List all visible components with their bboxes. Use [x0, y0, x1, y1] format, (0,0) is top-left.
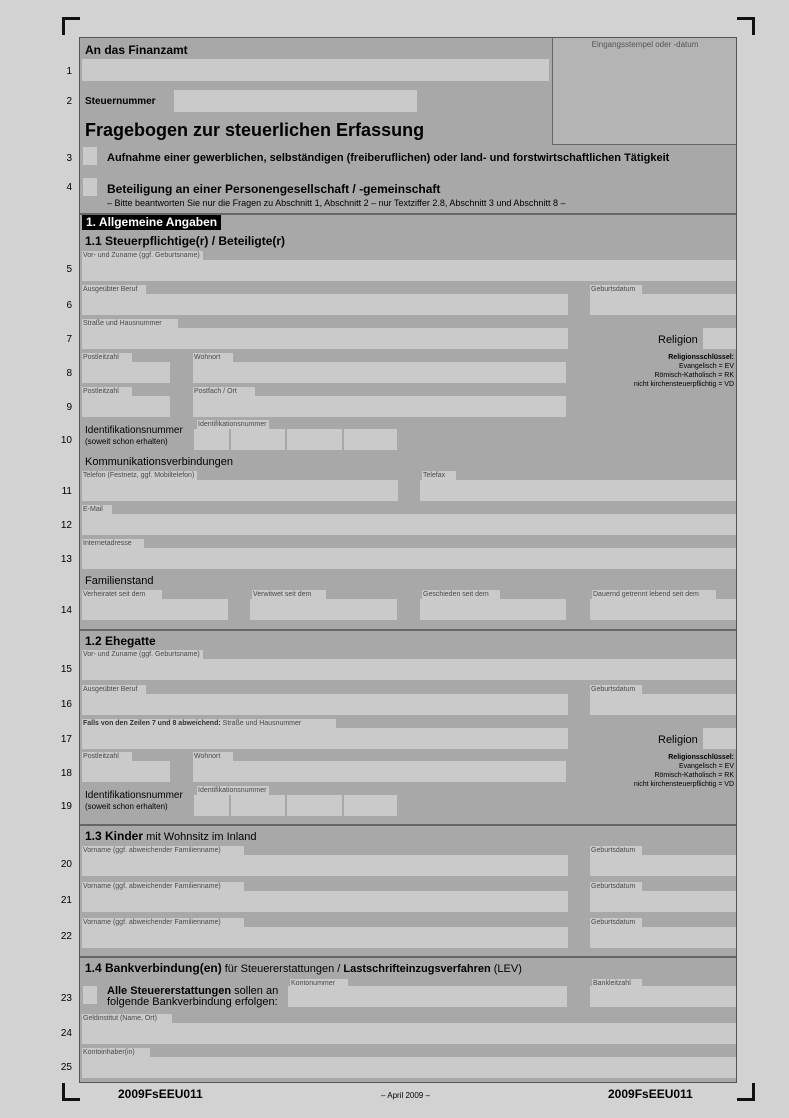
row-number: 9 — [66, 402, 72, 413]
bank-code-label: Bankleitzahl — [592, 979, 642, 988]
refund-account-text — [107, 986, 278, 1008]
pobox-zip-field[interactable] — [82, 396, 170, 417]
religion-key-rk: Römisch-Katholisch = RK — [654, 772, 734, 779]
section-1-2-title: 1.2 Ehegatte — [85, 634, 156, 648]
child-3-birth-label: Geburtsdatum — [590, 918, 642, 927]
spouse-religion-field[interactable] — [703, 728, 736, 749]
row-number: 14 — [60, 605, 72, 616]
separated-since-field[interactable] — [590, 599, 736, 620]
row-number: 25 — [60, 1062, 72, 1073]
spouse-religion-label: Religion — [658, 734, 698, 746]
spouse-job-label: Ausgeübter Beruf — [82, 685, 146, 694]
bank-name-field[interactable] — [82, 1023, 736, 1044]
pobox-zip-label: Postleitzahl — [82, 387, 132, 396]
row-number: 22 — [60, 931, 72, 942]
taxpayer-id-part-3[interactable] — [287, 429, 342, 450]
tax-registration-form — [79, 37, 737, 1083]
religion-key-legend — [570, 353, 734, 389]
child-3-name-label: Vorname (ggf. abweichender Familienname) — [82, 918, 244, 927]
married-since-field[interactable] — [82, 599, 228, 620]
form-title: Fragebogen zur steuerlichen Erfassung — [85, 120, 425, 140]
row-number: 7 — [66, 334, 72, 345]
form-code-left: 2009FsEEU011 — [118, 1087, 203, 1101]
bank-code-field[interactable] — [590, 986, 736, 1007]
spouse-name-label: Vor- und Zuname (ggf. Geburtsname) — [82, 650, 203, 659]
section-1-4-title — [85, 961, 522, 975]
spouse-id-part-4[interactable] — [344, 795, 397, 816]
fax-label: Telefax — [422, 471, 456, 480]
row-number: 23 — [60, 993, 72, 1004]
taxpayer-id-part-2[interactable] — [231, 429, 285, 450]
row-number: 17 — [60, 734, 72, 745]
religion-key-rk: Römisch-Katholisch = RK — [654, 372, 734, 379]
section-1-4-title-end: (LEV) — [490, 963, 522, 975]
checkbox-refund-account[interactable] — [83, 986, 97, 1004]
section-divider — [80, 956, 736, 958]
row-number: 12 — [60, 520, 72, 531]
child-2-name-field[interactable] — [82, 891, 568, 912]
crop-mark-top-left — [62, 17, 65, 35]
child-1-birth-label: Geburtsdatum — [590, 846, 642, 855]
row-number: 19 — [60, 801, 72, 812]
spouse-id-title: Identifikationsnummer — [85, 790, 183, 801]
row-number: 4 — [66, 182, 72, 193]
spouse-id-part-1[interactable] — [194, 795, 229, 816]
row-number: 8 — [66, 368, 72, 379]
taxpayer-city-field[interactable] — [193, 362, 566, 383]
taxpayer-id-label — [85, 425, 183, 447]
spouse-name-field[interactable] — [82, 659, 736, 680]
website-label: Internetadresse — [82, 539, 144, 548]
taxpayer-birth-field[interactable] — [590, 294, 736, 315]
child-1-name-label: Vorname (ggf. abweichender Familienname) — [82, 846, 244, 855]
account-holder-label: Kontoinhaber(in) — [82, 1048, 150, 1057]
divorced-since-label: Geschieden seit dem — [422, 590, 500, 599]
religion-key-ev: Evangelisch = EV — [678, 763, 734, 770]
spouse-id-part-3[interactable] — [287, 795, 342, 816]
taxpayer-name-label: Vor- und Zuname (ggf. Geburtsname) — [82, 251, 203, 260]
spouse-street-label-rest: Straße und Hausnummer — [220, 720, 302, 727]
taxpayer-id-part-1[interactable] — [194, 429, 229, 450]
partnership-note: – Bitte beantworten Sie nur die Fragen zu Abschnitt 1, Abschnitt 2 – nur Textziffer 2.8, Abschnitt 3 und Abschnitt 8 – — [107, 198, 566, 208]
taxpayer-city-label: Wohnort — [193, 353, 233, 362]
taxpayer-religion-field[interactable] — [703, 328, 736, 349]
child-2-birth-label: Geburtsdatum — [590, 882, 642, 891]
tax-number-label: Steuernummer — [85, 96, 156, 107]
widowed-since-label: Verwitwet seit dem — [252, 590, 326, 599]
divorced-since-field[interactable] — [420, 599, 566, 620]
spouse-birth-label: Geburtsdatum — [590, 685, 642, 694]
section-1-4-title-bold: 1.4 Bankverbindung(en) — [85, 961, 222, 975]
religion-key-title: Religionsschlüssel: — [668, 354, 734, 361]
child-1-birth-field[interactable] — [590, 855, 736, 876]
crop-mark-bottom-left — [62, 1083, 65, 1101]
row-number: 13 — [60, 554, 72, 565]
fax-field[interactable] — [420, 480, 736, 501]
spouse-city-label: Wohnort — [193, 752, 233, 761]
taxpayer-id-note: (soweit schon erhalten) — [85, 437, 168, 446]
section-divider — [80, 824, 736, 826]
taxpayer-id-title: Identifikationsnummer — [85, 425, 183, 436]
account-holder-field[interactable] — [82, 1057, 736, 1078]
row-number: 1 — [66, 66, 72, 77]
crop-mark-top-right — [752, 17, 755, 35]
separated-since-label: Dauernd getrennt lebend seit dem — [592, 590, 716, 599]
pobox-city-label: Postfach / Ort — [193, 387, 255, 396]
spouse-birth-field[interactable] — [590, 694, 736, 715]
section-1-3-title — [85, 829, 257, 843]
spouse-zip-field[interactable] — [82, 761, 170, 782]
spouse-city-field[interactable] — [193, 761, 566, 782]
refund-account-line-2: folgende Bankverbindung erfolgen: — [107, 996, 278, 1008]
spouse-street-label — [82, 719, 336, 728]
website-field[interactable] — [82, 548, 736, 569]
row-number: 20 — [60, 859, 72, 870]
form-date: – April 2009 – — [381, 1091, 430, 1100]
taxpayer-id-part-4[interactable] — [344, 429, 397, 450]
row-number: 21 — [60, 895, 72, 906]
child-3-birth-field[interactable] — [590, 927, 736, 948]
row-number: 3 — [66, 153, 72, 164]
row-number: 18 — [60, 768, 72, 779]
email-label: E-Mail — [82, 505, 112, 514]
marital-status-title: Familienstand — [85, 575, 154, 587]
pobox-city-field[interactable] — [193, 396, 566, 417]
row-number: 6 — [66, 300, 72, 311]
taxpayer-zip-field[interactable] — [82, 362, 170, 383]
child-3-name-field[interactable] — [82, 927, 568, 948]
taxpayer-street-field[interactable] — [82, 328, 568, 349]
crop-mark-bottom-right — [752, 1083, 755, 1101]
refund-account-rest: sollen an — [231, 985, 279, 997]
spouse-id-part-2[interactable] — [231, 795, 285, 816]
checkbox-business-activity[interactable] — [83, 147, 97, 165]
section-divider — [80, 629, 736, 631]
taxpayer-job-field[interactable] — [82, 294, 568, 315]
section-1-3-title-rest: mit Wohnsitz im Inland — [143, 831, 257, 843]
communication-title: Kommunikationsverbindungen — [85, 456, 233, 468]
row-number: 15 — [60, 664, 72, 675]
child-1-name-field[interactable] — [82, 855, 568, 876]
section-1-4-title-mid: für Steuererstattungen / — [221, 963, 344, 975]
spouse-id-note: (soweit schon erhalten) — [85, 802, 168, 811]
spouse-religion-key-legend — [570, 753, 734, 789]
row-number: 11 — [61, 486, 72, 497]
refund-account-bold: Alle Steuererstattungen — [107, 985, 232, 997]
child-2-name-label: Vorname (ggf. abweichender Familienname) — [82, 882, 244, 891]
taxpayer-religion-label: Religion — [658, 334, 698, 346]
taxpayer-street-label: Straße und Hausnummer — [82, 319, 178, 328]
taxpayer-birth-label: Geburtsdatum — [590, 285, 642, 294]
religion-key-vd: nicht kirchensteuerpflichtig = VD — [633, 781, 734, 788]
spouse-job-field[interactable] — [82, 694, 568, 715]
religion-key-ev: Evangelisch = EV — [678, 363, 734, 370]
row-number: 10 — [60, 435, 72, 446]
account-number-label: Kontonummer — [290, 979, 348, 988]
account-number-field[interactable] — [288, 986, 567, 1007]
tax-number-field[interactable] — [174, 90, 417, 112]
tax-office-field[interactable] — [82, 59, 549, 81]
widowed-since-field[interactable] — [250, 599, 397, 620]
spouse-id-label — [85, 790, 183, 812]
row-number: 5 — [66, 264, 72, 275]
section-1-title: 1. Allgemeine Angaben — [82, 215, 221, 230]
option-business-activity: Aufnahme einer gewerblichen, selbständigen (freiberuflichen) oder land- und forstwirtschaftlichen Tätigkeit — [107, 152, 670, 164]
bank-name-label: Geldinstitut (Name, Ort) — [82, 1014, 172, 1023]
religion-key-vd: nicht kirchensteuerpflichtig = VD — [633, 381, 734, 388]
option-partnership: Beteiligung an einer Personengesellschaft / -gemeinschaft — [107, 182, 441, 196]
married-since-label: Verheiratet seit dem — [82, 590, 162, 599]
spouse-zip-label: Postleitzahl — [82, 752, 132, 761]
section-1-4-title-bold2: Lastschrifteinzugsverfahren — [343, 963, 491, 975]
checkbox-partnership[interactable] — [83, 178, 97, 196]
spouse-id-field-label: Identifikationsnummer — [197, 786, 269, 795]
spouse-street-label-bold: Falls von den Zeilen 7 und 8 abweichend: — [83, 720, 221, 727]
section-1-3-title-bold: 1.3 Kinder — [85, 829, 144, 843]
addressee-label: An das Finanzamt — [85, 43, 188, 57]
taxpayer-id-field-label: Identifikationsnummer — [197, 420, 269, 429]
stamp-label: Eingangsstempel oder -datum — [591, 40, 699, 49]
taxpayer-name-field[interactable] — [82, 260, 736, 281]
row-number: 24 — [60, 1028, 72, 1039]
section-1-1-title: 1.1 Steuerpflichtige(r) / Beteiligte(r) — [85, 234, 286, 248]
phone-label: Telefon (Festnetz, ggf. Mobiltelefon) — [82, 471, 197, 480]
spouse-street-field[interactable] — [82, 728, 568, 749]
receipt-stamp-box — [552, 38, 737, 145]
row-number: 2 — [66, 96, 72, 107]
form-code-right: 2009FsEEU011 — [608, 1087, 693, 1101]
taxpayer-job-label: Ausgeübter Beruf — [82, 285, 146, 294]
row-number: 16 — [60, 699, 72, 710]
religion-key-title: Religionsschlüssel: — [668, 754, 734, 761]
email-field[interactable] — [82, 514, 736, 535]
phone-field[interactable] — [82, 480, 398, 501]
child-2-birth-field[interactable] — [590, 891, 736, 912]
taxpayer-zip-label: Postleitzahl — [82, 353, 132, 362]
